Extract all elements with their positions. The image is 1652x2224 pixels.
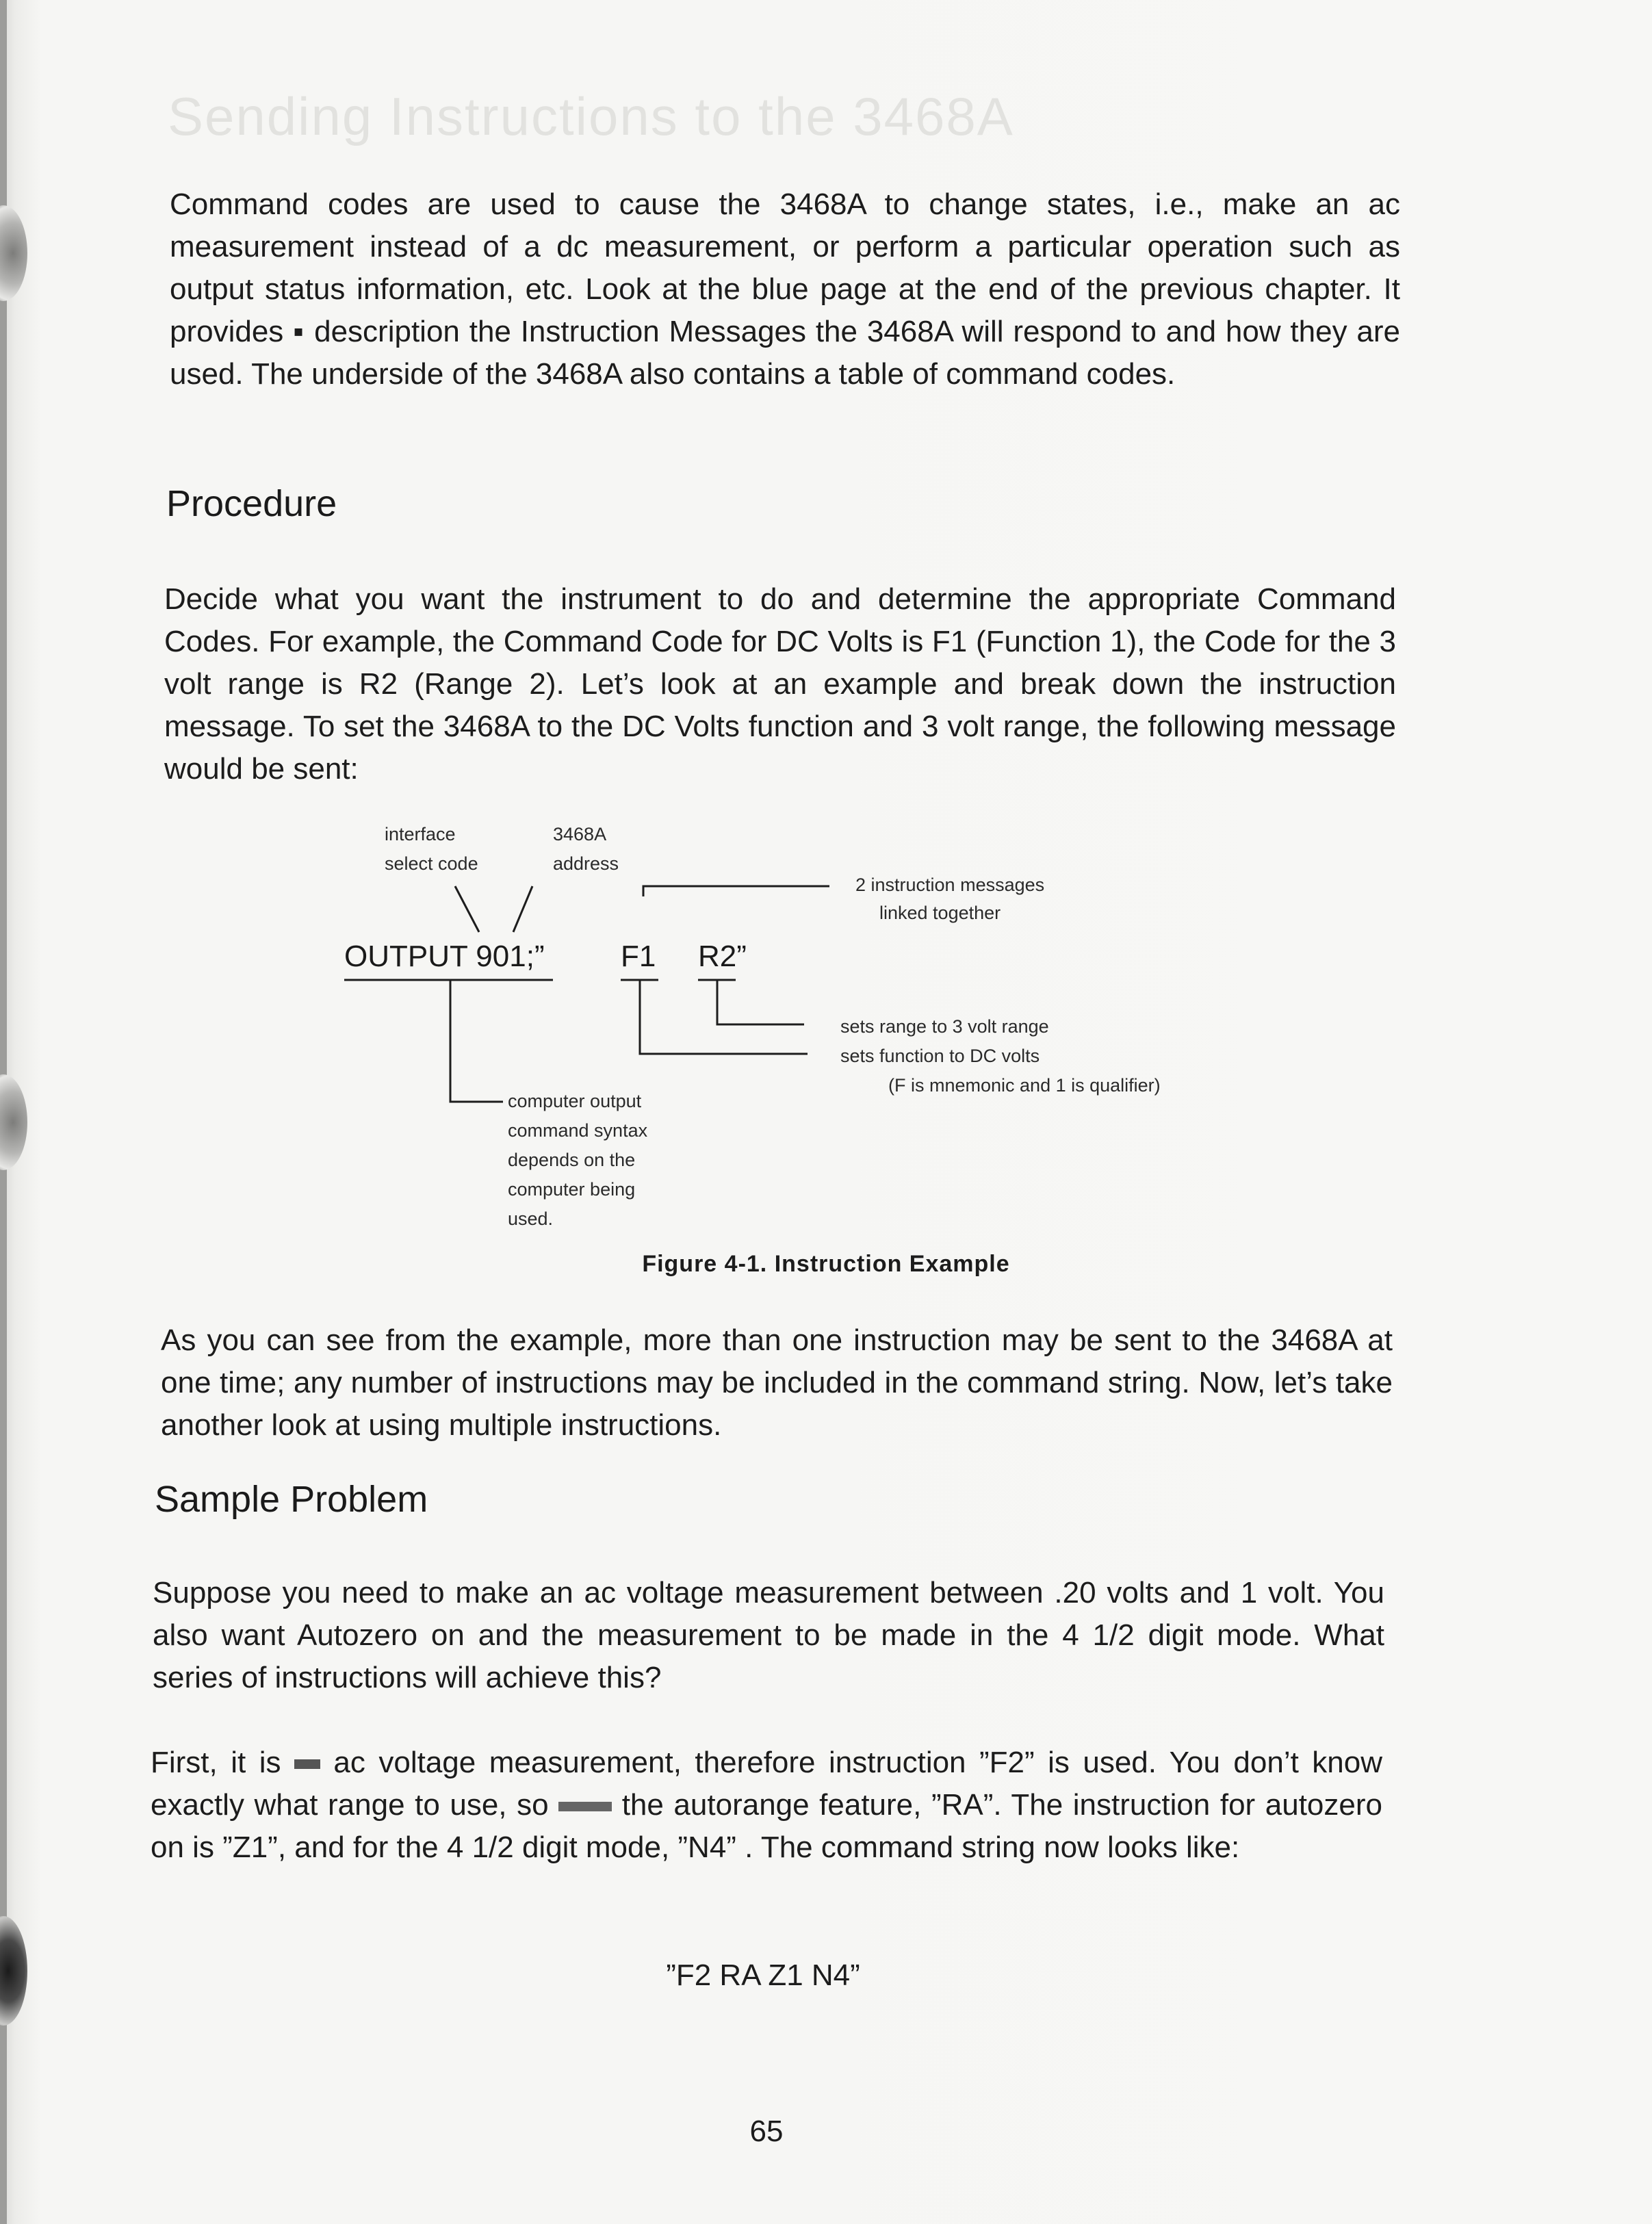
answer-paragraph	[151, 1742, 1382, 1869]
binder-hole-top	[0, 205, 27, 301]
label-depends-on: depends on the	[508, 1150, 636, 1170]
command-output: OUTPUT 901;”	[344, 940, 545, 973]
label-linked-together: linked together	[879, 903, 1001, 923]
label-model: 3468A	[553, 824, 607, 844]
binder-hole-middle	[0, 1074, 27, 1170]
label-instruction-messages: 2 instruction messages	[855, 875, 1045, 895]
r2-callout-line	[717, 980, 804, 1024]
answer-part-2: ac voltage measurement, therefore instruction ”F2” is used. You don’t know exactly what range to use, so	[151, 1746, 1382, 1822]
label-interface: interface	[385, 824, 456, 844]
sample-problem-heading: Sample Problem	[155, 1479, 428, 1520]
answer-part-3: the autorange feature, ”RA”. The instruction for autozero on is ”Z1”, and for the 4 1/2 digit mode, ”N4” . The command string now looks like:	[151, 1788, 1382, 1864]
instruction-example-figure	[335, 818, 1293, 1242]
sample-problem-paragraph: Suppose you need to make an ac voltage measurement between .20 volts and 1 volt. You also want Autozero on and the measurement to be made in the 4 1/2 digit mode. What series of instructions will achieve this?	[153, 1576, 1384, 1694]
figure-connector-lines	[335, 818, 1293, 1242]
figure-caption: Figure 4-1. Instruction Example	[642, 1251, 1010, 1277]
page-number: 65	[749, 2115, 784, 2148]
procedure-heading: Procedure	[166, 483, 337, 524]
linked-bracket-line	[643, 886, 829, 896]
smudge-mark	[294, 1759, 320, 1769]
procedure-paragraph: Decide what you want the instrument to do and determine the appropriate Command Codes. For example, the Command Code for DC Volts is F1 (Function 1), the Code for the 3 volt range is R2 (Range 2). Let’s look at an example and break down the instruction message. To set the 3468A to the DC Volts function and 3 volt range, the following message would be sent:	[164, 582, 1396, 786]
address-pointer-line	[513, 886, 532, 932]
command-r2: R2”	[698, 940, 747, 973]
label-computer-being: computer being	[508, 1179, 636, 1200]
after-figure-paragraph: As you can see from the example, more than one instruction may be sent to the 3468A at one time; any number of instructions may be included in the command string. Now, let’s take another look at using multiple instructions.	[161, 1323, 1393, 1442]
answer-part-1: First, it is	[151, 1746, 294, 1779]
output-callout-line	[450, 980, 503, 1102]
label-command-syntax: command syntax	[508, 1120, 648, 1141]
label-computer-output: computer output	[508, 1091, 642, 1111]
intro-paragraph: Command codes are used to cause the 3468A to change states, i.e., make an ac measurement instead of a dc measurement, or perform a particular operation such as output status information, etc. Look at the blue page at the end of the previous chapter. It provides ▪ description the Instruction Messages the 3468A will respond to and how they are used. The underside of the 3468A also contains a table of command codes.	[170, 188, 1400, 391]
label-mnemonic: (F is mnemonic and 1 is qualifier)	[888, 1075, 1161, 1096]
page-title: Sending Instructions to the 3468A	[168, 86, 1014, 146]
smudge-mark	[558, 1802, 612, 1811]
label-sets-function: sets function to DC volts	[840, 1046, 1040, 1066]
command-f1: F1	[621, 940, 656, 973]
label-used: used.	[508, 1208, 554, 1229]
label-address: address	[553, 853, 619, 874]
interface-pointer-line	[455, 886, 479, 932]
label-select-code: select code	[385, 853, 478, 874]
label-sets-range: sets range to 3 volt range	[840, 1016, 1049, 1037]
f1-callout-line	[640, 980, 808, 1054]
command-string: ”F2 RA Z1 N4”	[666, 1958, 860, 1992]
